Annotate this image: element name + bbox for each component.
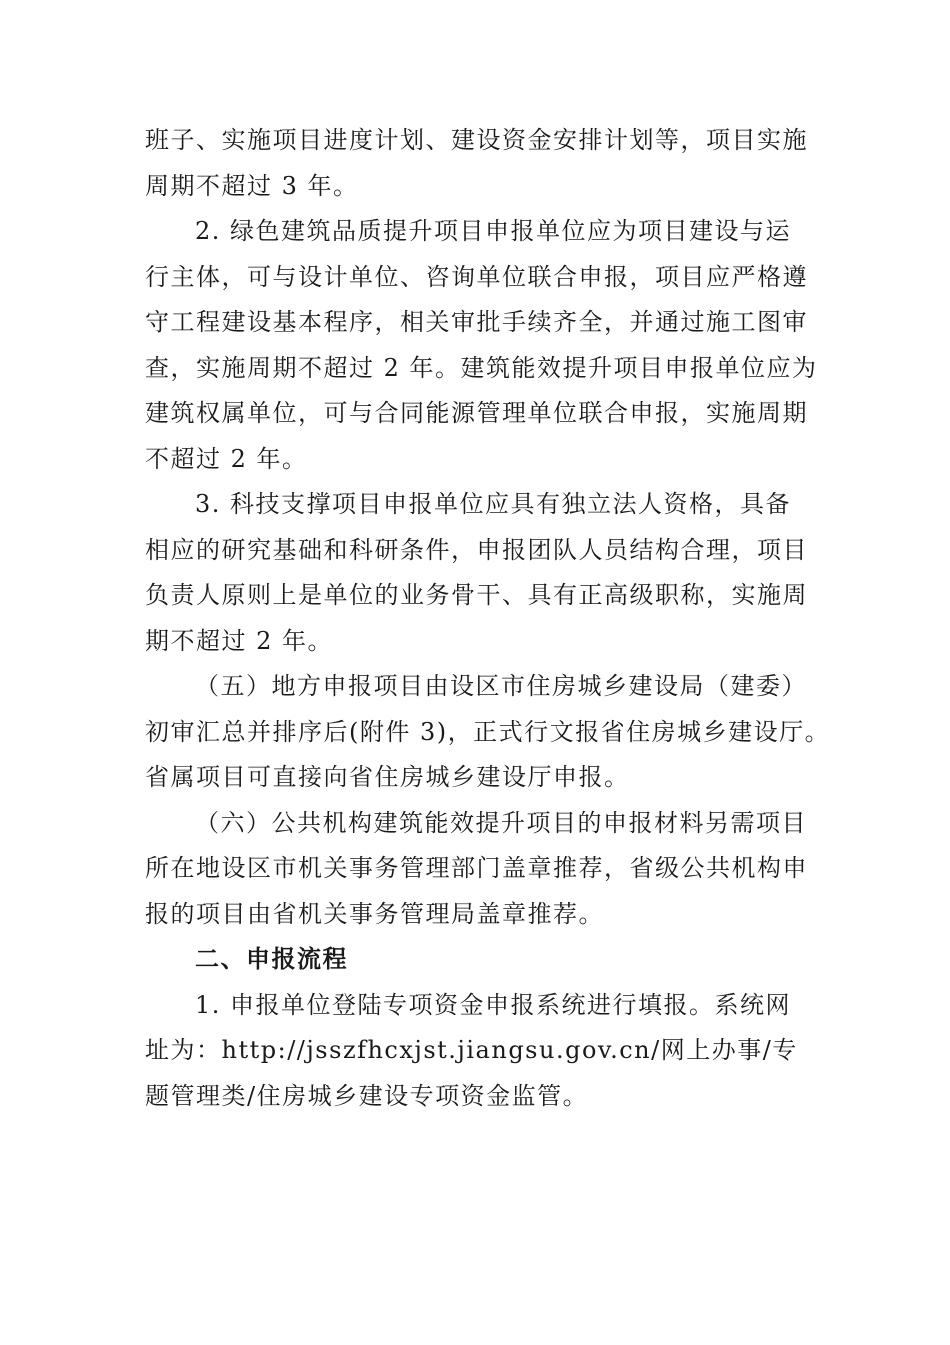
paragraph-item-5 <box>145 664 831 801</box>
paragraph-continuation <box>145 118 815 209</box>
text-line: 班子、实施项目进度计划、建设资金安排计划等，项目实施 <box>145 126 808 154</box>
text-line: 初审汇总并排序后(附件 3)，正式行文报省住房城乡建设厅。 <box>145 717 831 746</box>
text-line: 守工程建设基本程序，相关审批手续齐全，并通过施工图审 <box>145 308 808 336</box>
text-line: （五）地方申报项目由设区市住房城乡建设局（建委） <box>195 672 807 700</box>
text-line: 行主体，可与设计单位、咨询单位联合申报，项目应严格遵 <box>145 262 808 291</box>
text-line: 3. 科技支撑项目申报单位应具有独立法人资格，具备 <box>195 490 792 518</box>
text-line: 1. 申报单位登陆专项资金申报系统进行填报。系统网 <box>195 990 792 1019</box>
text-line: 建筑权属单位，可与合同能源管理单位联合申报，实施周期 <box>145 399 808 427</box>
section-heading: 二、申报流程 <box>195 945 348 973</box>
text-line: 2. 绿色建筑品质提升项目申报单位应为项目建设与运 <box>195 217 792 245</box>
text-line: 负责人原则上是单位的业务骨干、具有正高级职称，实施周 <box>145 581 808 609</box>
text-line: 周期不超过 3 年。 <box>145 171 359 200</box>
text-line: （六）公共机构建筑能效提升项目的申报材料另需项目 <box>195 808 807 837</box>
text-line: 省属项目可直接向省住房城乡建设厅申报。 <box>145 763 630 791</box>
paragraph-item-2 <box>145 209 818 482</box>
paragraph-item-6 <box>145 801 815 938</box>
document-body <box>145 118 831 1119</box>
paragraph-item-3 <box>145 482 815 664</box>
text-line-url: 址为：http://jsszfhcxjst.jiangsu.gov.cn/网上办事/专 <box>145 1036 798 1064</box>
text-line: 题管理类/住房城乡建设专项资金监管。 <box>145 1081 589 1110</box>
text-line: 报的项目由省机关事务管理局盖章推荐。 <box>145 899 604 928</box>
text-line: 不超过 2 年。 <box>145 444 308 473</box>
text-line: 查，实施周期不超过 2 年。建筑能效提升项目申报单位应为 <box>145 353 818 382</box>
text-line: 所在地设区市机关事务管理部门盖章推荐，省级公共机构申 <box>145 854 808 882</box>
paragraph-process-1 <box>145 983 815 1120</box>
text-line: 期不超过 2 年。 <box>145 626 334 655</box>
text-line: 相应的研究基础和科研条件，申报团队人员结构合理，项目 <box>145 535 808 564</box>
